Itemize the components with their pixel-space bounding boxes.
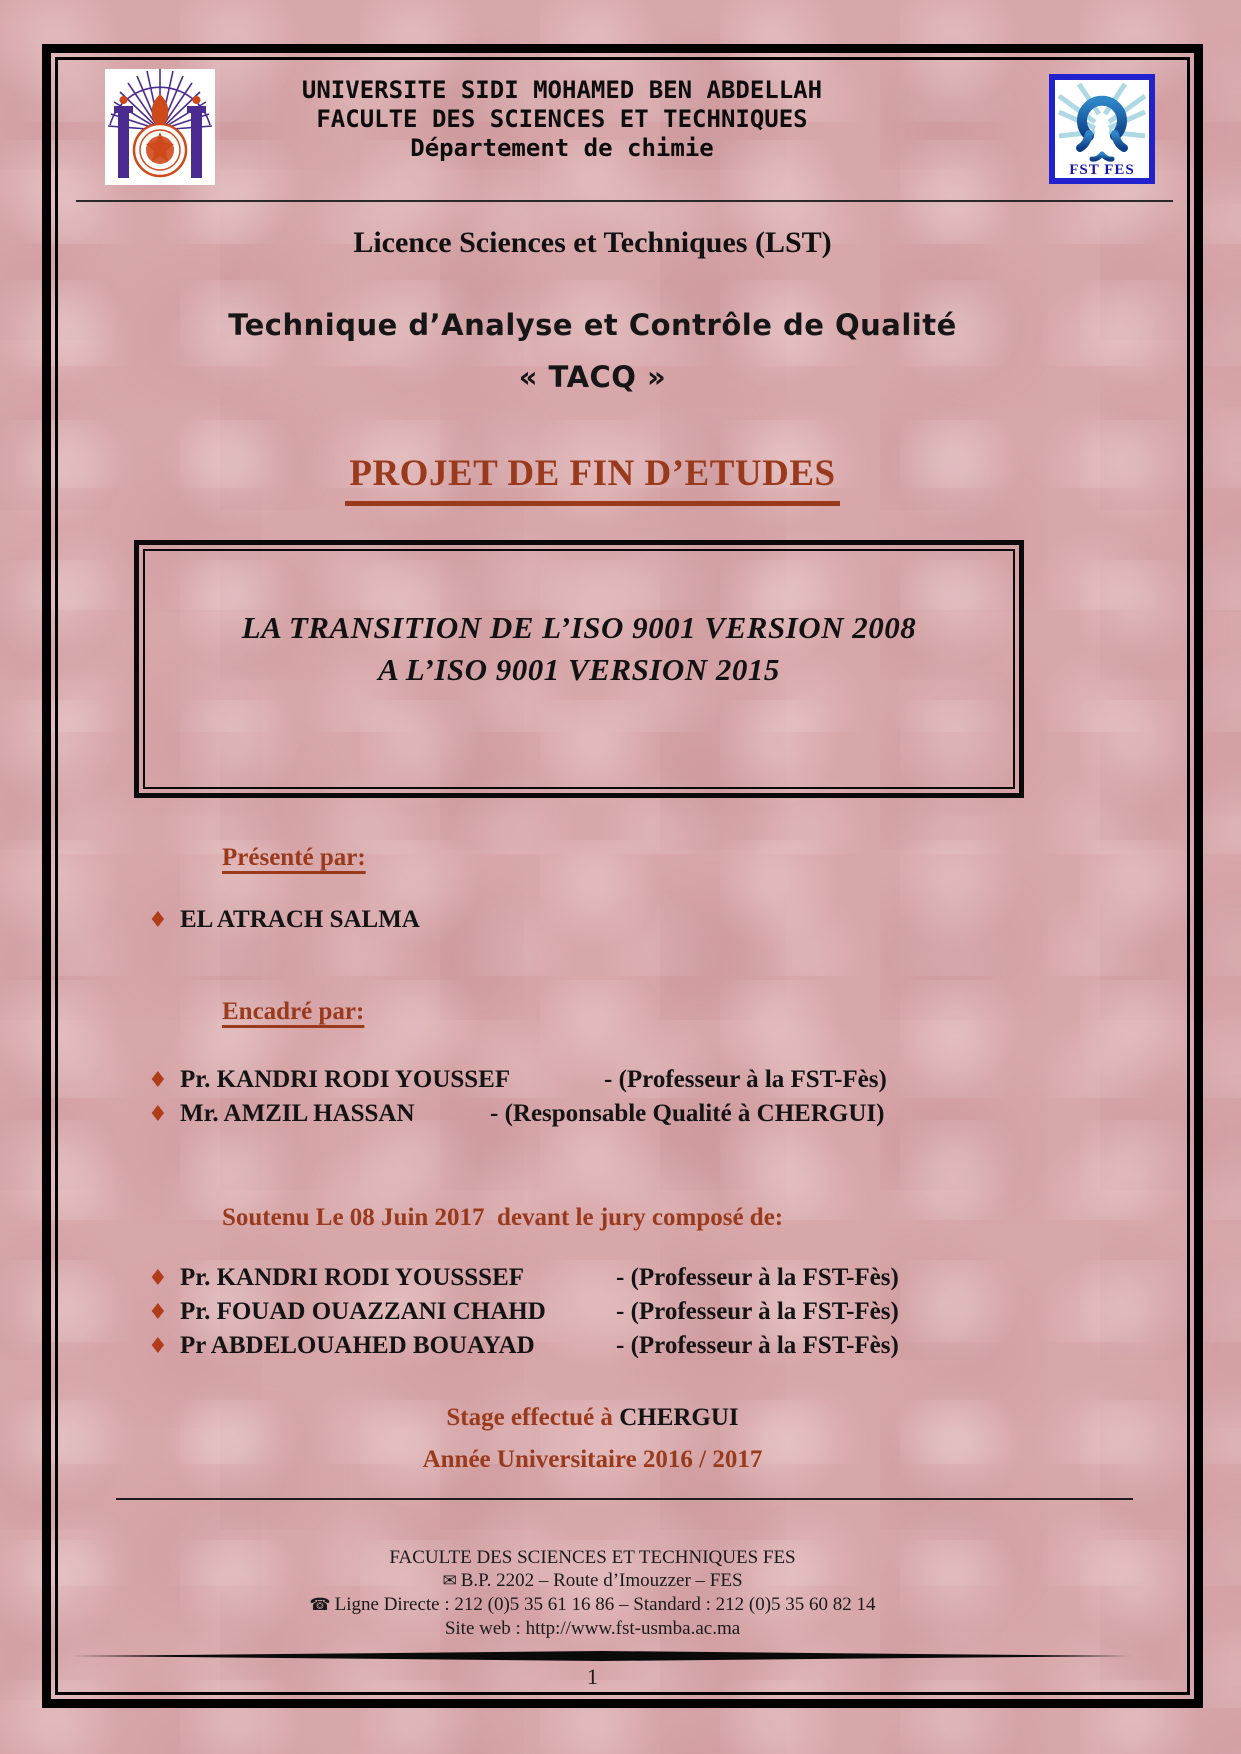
thesis-title-line-1: LA TRANSITION DE L’ISO 9001 VERSION 2008 (241, 610, 917, 645)
department-name: Département de chimie (410, 134, 714, 162)
diamond-bullet-icon: ♦ (148, 1266, 168, 1291)
supervisor-row (148, 1100, 1113, 1128)
header (72, 68, 1135, 186)
diamond-bullet-icon: ♦ (148, 1334, 168, 1359)
diamond-bullet-icon: ♦ (148, 1068, 168, 1093)
jury-member-role: - (Professeur à la FST-Fès) (616, 1332, 899, 1359)
supervisor-role: - (Professeur à la FST-Fès) (604, 1066, 887, 1093)
specialty-acronym: « TACQ » (518, 360, 667, 394)
header-divider-line (76, 200, 1173, 202)
page-content (55, 57, 1190, 1695)
supervisor-name: Mr. AMZIL HASSAN (180, 1100, 415, 1127)
header-text (252, 68, 872, 163)
document-type-title: PROJET DE FIN D’ETUDES (345, 452, 839, 506)
footer-phones: Ligne Directe : 212 (0)5 35 61 16 86 – Standard : 212 (0)5 35 60 82 14 (334, 1594, 876, 1615)
internship-company: CHERGUI (619, 1404, 739, 1431)
thesis-title-box-inner (143, 549, 1015, 789)
presented-by-label: Présenté par: (222, 844, 366, 871)
jury-row (148, 1298, 1113, 1326)
jury-member-name: Pr. KANDRI RODI YOUSSSEF (180, 1264, 525, 1291)
footer-divider-line (116, 1498, 1133, 1500)
jury-row (148, 1332, 1113, 1360)
faculty-name: FACULTE DES SCIENCES ET TECHNIQUES (316, 105, 808, 133)
jury-member-role: - (Professeur à la FST-Fès) (616, 1298, 899, 1325)
footer-website: Site web : http://www.fst-usmba.ac.ma (444, 1618, 741, 1639)
phone-icon: ☎ (309, 1595, 331, 1615)
jury-member-name: Pr ABDELOUAHED BOUAYAD (180, 1332, 535, 1359)
jury-member-role: - (Professeur à la FST-Fès) (616, 1264, 899, 1291)
defense-intro: Soutenu Le 08 Juin 2017 devant le jury composé de: (222, 1204, 784, 1231)
footer-faculty: FACULTE DES SCIENCES ET TECHNIQUES FES (389, 1547, 796, 1568)
presented-by-section (222, 844, 1113, 872)
specialty-line: Technique d’Analyse et Contrôle de Qualité (228, 308, 957, 342)
diamond-bullet-icon: ♦ (148, 1102, 168, 1127)
page-border-frame (42, 44, 1203, 1708)
candidate-name: EL ATRACH SALMA (180, 906, 420, 933)
footer-address: B.P. 2202 – Route d’Imouzzer – FES (460, 1570, 743, 1591)
fst-fes-logo (1049, 74, 1155, 184)
supervised-by-label: Encadré par: (222, 998, 365, 1025)
footer-phones-line (72, 1593, 1113, 1617)
footer (72, 1546, 1113, 1640)
footer-address-line (72, 1569, 1113, 1593)
supervision-section (222, 998, 1113, 1026)
university-emblem-logo (104, 68, 216, 186)
academic-year: Année Universitaire 2016 / 2017 (422, 1446, 763, 1473)
fst-fes-logo-label: FST FES (1069, 162, 1135, 178)
degree-line: Licence Sciences et Techniques (LST) (353, 226, 832, 259)
supervisor-row (148, 1066, 1113, 1094)
supervisor-role: - (Responsable Qualité à CHERGUI) (490, 1100, 885, 1127)
university-name: UNIVERSITE SIDI MOHAMED BEN ABDELLAH (301, 76, 823, 104)
thesis-title-line-2: A L’ISO 9001 VERSION 2015 (378, 652, 780, 687)
supervisor-name: Pr. KANDRI RODI YOUSSEF (180, 1066, 511, 1093)
internship-prefix: Stage effectué à (446, 1404, 613, 1431)
lens-divider (72, 1650, 1132, 1662)
diamond-bullet-icon: ♦ (148, 908, 168, 933)
jury-member-name: Pr. FOUAD OUAZZANI CHAHD (180, 1298, 546, 1325)
jury-row (148, 1264, 1113, 1292)
document-type-wrap (72, 452, 1113, 506)
diamond-bullet-icon: ♦ (148, 1300, 168, 1325)
candidate-row (148, 906, 1113, 934)
page-number: 1 (587, 1664, 598, 1689)
envelope-icon: ✉ (442, 1571, 457, 1591)
internship-line (72, 1404, 1113, 1432)
thesis-title-box (134, 540, 1024, 798)
